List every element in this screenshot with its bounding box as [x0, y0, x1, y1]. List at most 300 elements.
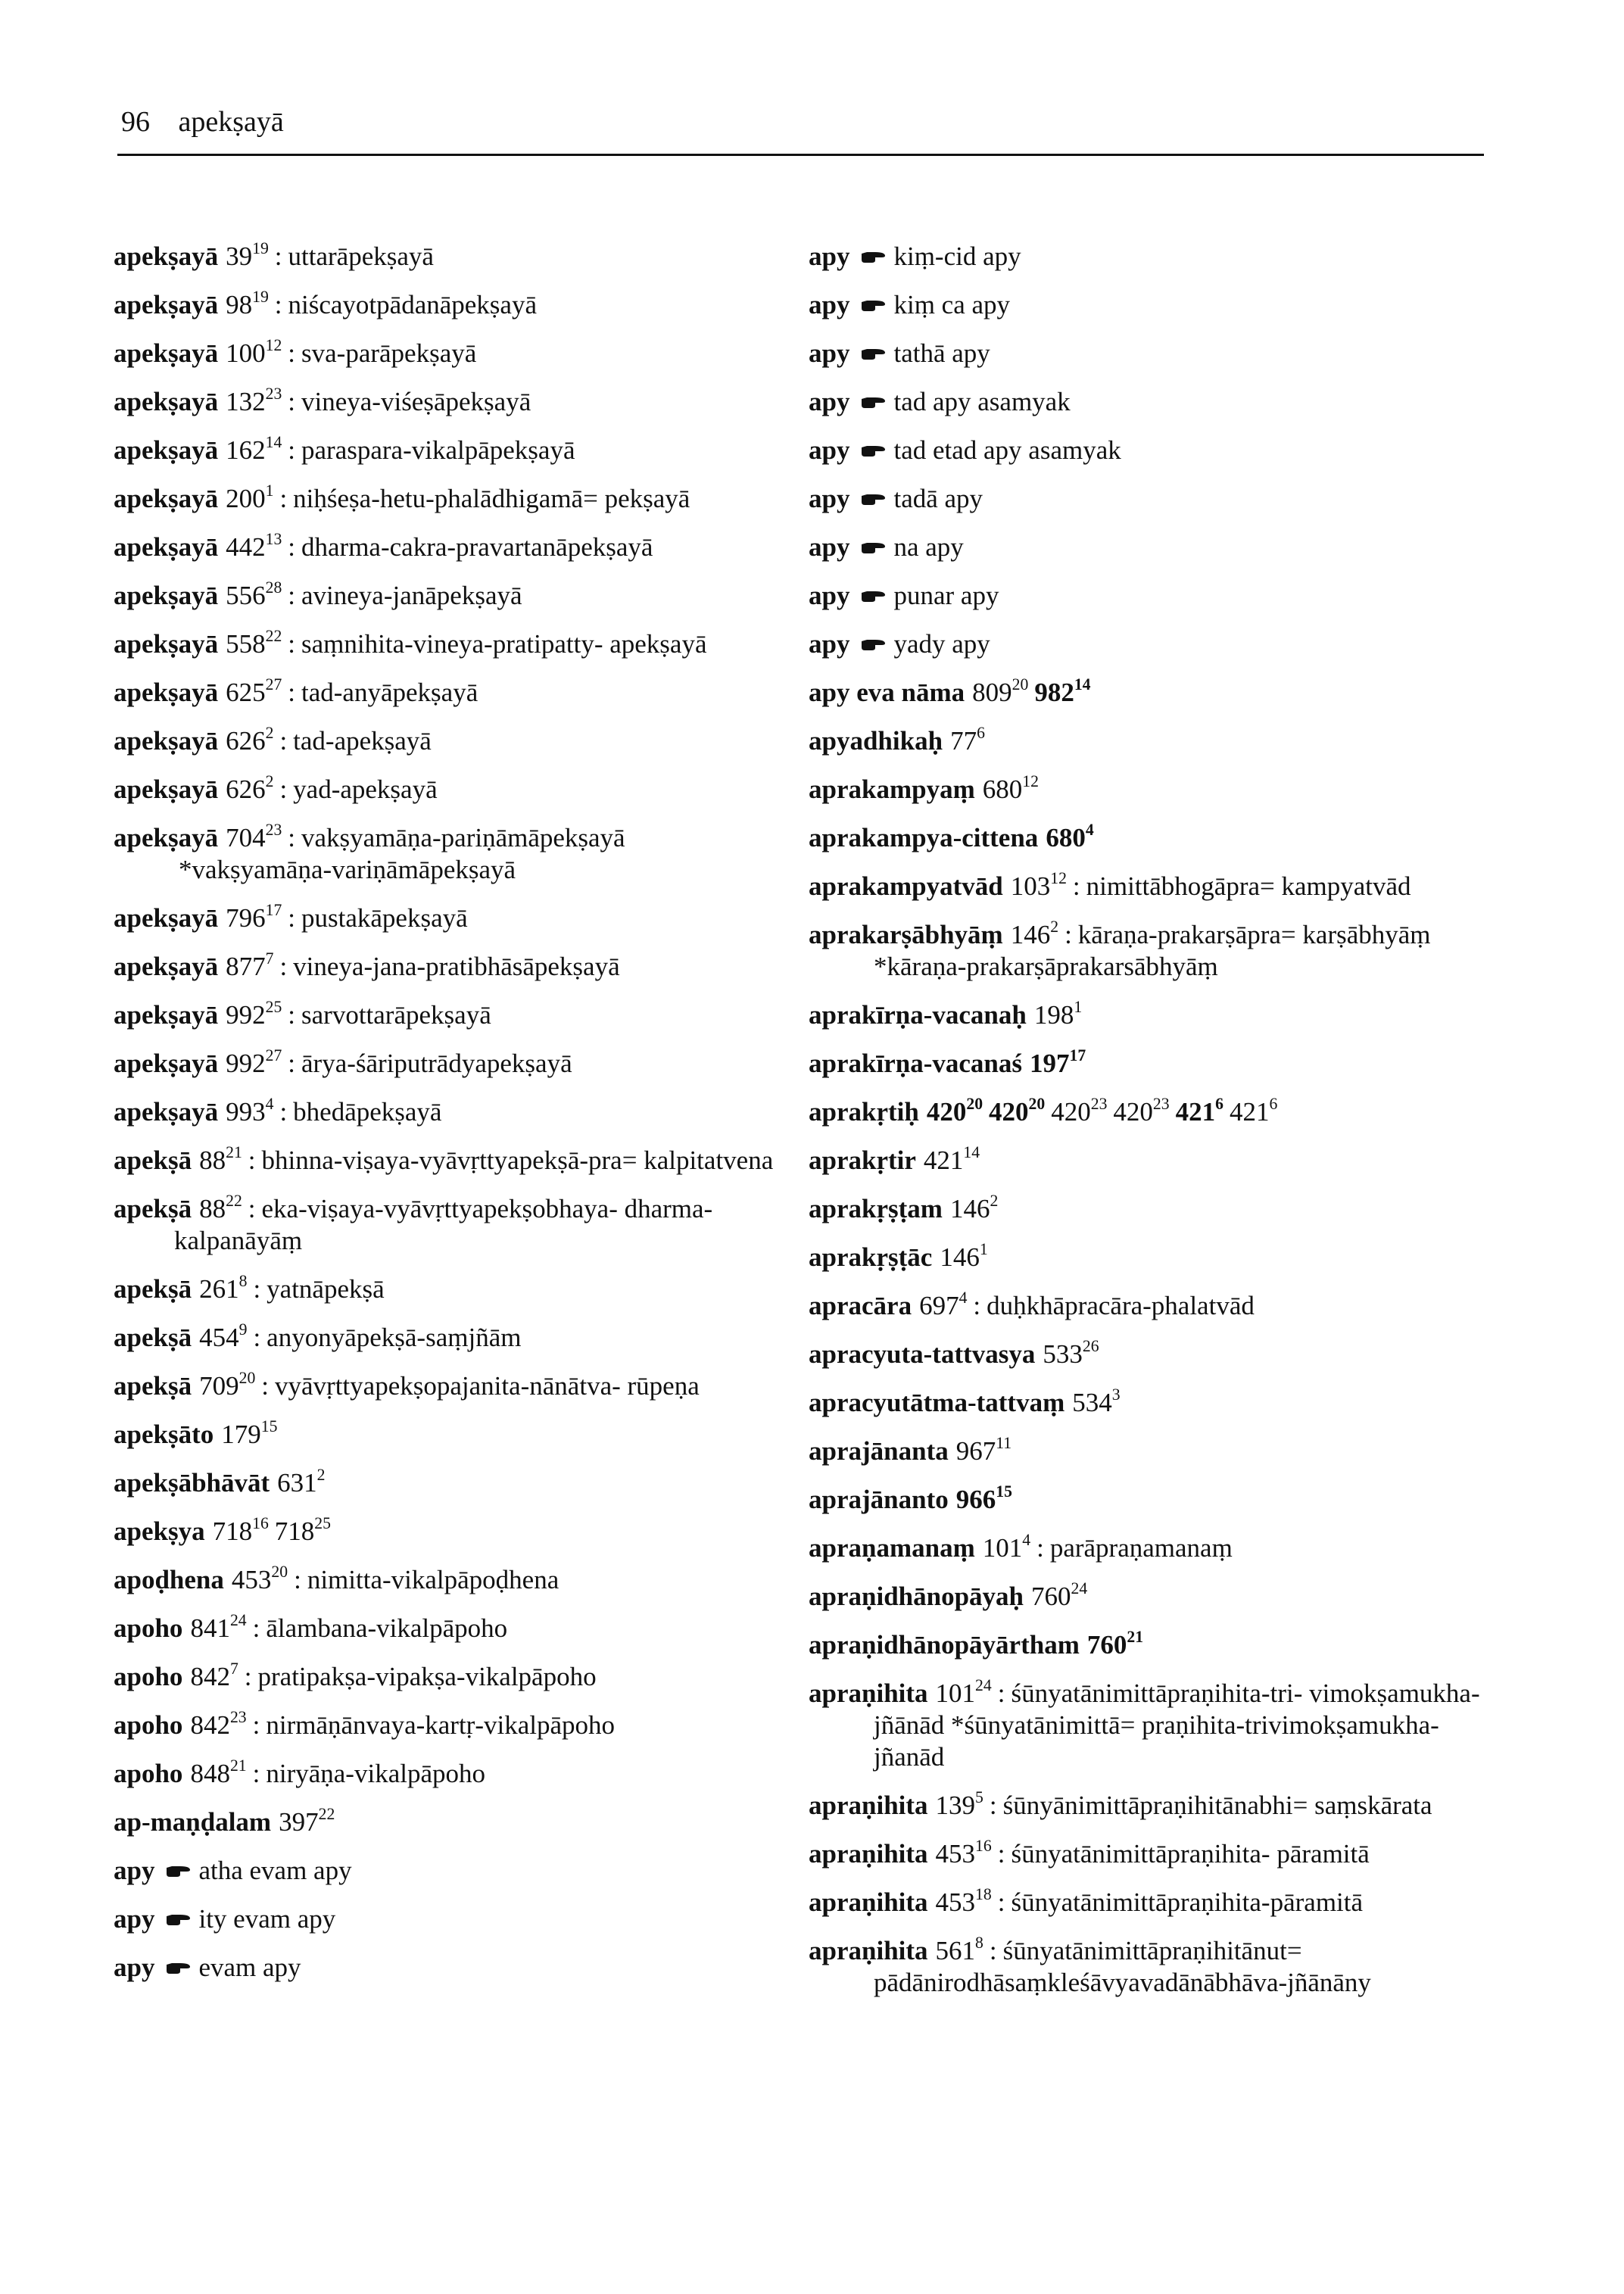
page-reference — [226, 949, 274, 981]
line-number-ref: 20 — [1011, 675, 1029, 694]
line-number-ref: 7 — [265, 949, 274, 968]
colon-separator: : — [1064, 920, 1072, 949]
page-reference — [936, 1678, 992, 1708]
headword: apekṣayā — [114, 726, 219, 756]
page-number-ref: 261 — [199, 1274, 239, 1304]
line-number-ref: 22 — [265, 627, 282, 646]
line-number-ref: 2 — [990, 1192, 999, 1211]
line-number-ref: 20 — [238, 1369, 256, 1388]
entry-context: nimittābhogāpra= kampyatvād — [1086, 871, 1411, 901]
entry-context: yatnāpekṣā — [267, 1274, 385, 1304]
pointing-hand-icon — [165, 1912, 191, 1927]
index-entry — [809, 386, 1490, 418]
page-number-ref: 453 — [935, 1887, 976, 1917]
entry-context: paraspara-vikalpāpekṣayā — [301, 435, 575, 465]
headword: apoḍhena — [114, 1565, 224, 1594]
index-entry — [809, 822, 1490, 854]
index-entry — [114, 338, 780, 369]
page-number-ref: 39 — [226, 242, 253, 271]
page-number-ref: 421 — [1175, 1097, 1216, 1127]
page-number-ref: 760 — [1031, 1582, 1071, 1611]
page-number-ref: 842 — [190, 1710, 230, 1740]
page-number-ref: 101 — [935, 1678, 976, 1708]
index-entry — [114, 1758, 780, 1790]
headword: aprakarṣābhyāṃ — [809, 920, 1003, 949]
headword: apyadhikaḥ — [809, 726, 943, 756]
pointing-hand-icon — [860, 588, 886, 603]
colon-separator: : — [288, 678, 296, 707]
variant-reading: *kāraṇa-prakarṣāprakarsābhyāṃ — [874, 952, 1218, 981]
index-entry — [809, 338, 1490, 369]
entry-context: vyāvṛttyapekṣopajanita-nānātva- rūpeṇa — [275, 1371, 700, 1401]
index-entry — [114, 725, 780, 757]
index-entry — [809, 1790, 1490, 1822]
entry-context: sarvottarāpekṣayā — [301, 1000, 491, 1030]
entry-context: sva-parāpekṣayā — [301, 338, 477, 368]
page-number-ref: 796 — [226, 903, 266, 933]
line-number-ref: 22 — [318, 1805, 335, 1824]
page-reference — [226, 823, 282, 852]
line-number-ref: 6 — [1269, 1095, 1278, 1114]
page-reference — [226, 1046, 282, 1078]
page-number-ref: 197 — [1029, 1049, 1070, 1078]
page-reference — [1043, 1339, 1099, 1369]
line-number-ref: 15 — [260, 1417, 278, 1436]
entry-context: anyonyāpekṣā-saṃjñām — [267, 1323, 522, 1352]
page-reference — [226, 484, 273, 513]
index-entry — [809, 1678, 1490, 1773]
right-column — [809, 241, 1490, 2015]
page-number-ref: 420 — [1051, 1097, 1091, 1127]
pointing-hand-icon — [860, 346, 886, 361]
line-number-ref: 23 — [1090, 1095, 1108, 1114]
page-reference — [927, 1097, 983, 1127]
page-reference — [199, 1194, 242, 1223]
index-entry — [114, 435, 780, 466]
page-number-ref: 626 — [226, 775, 266, 804]
page-number-ref: 200 — [226, 484, 266, 513]
colon-separator: : — [279, 952, 288, 981]
line-number-ref: 25 — [265, 998, 282, 1017]
page-reference — [199, 1371, 255, 1401]
colon-separator: : — [261, 1371, 270, 1401]
entry-context: ārya-śāriputrādyapekṣayā — [301, 1049, 572, 1078]
line-number-ref: 3 — [1111, 1385, 1121, 1404]
page-reference — [226, 387, 282, 416]
page-reference — [950, 726, 985, 756]
headword: apekṣayā — [114, 338, 219, 368]
line-number-ref: 9 — [238, 1320, 248, 1339]
line-number-ref: 8 — [238, 1272, 248, 1291]
headword: apekṣayā — [114, 952, 219, 981]
page-number-ref: 534 — [1072, 1388, 1112, 1417]
headword: apraṇihita — [809, 1839, 928, 1869]
index-entry — [114, 677, 780, 709]
headword: aprakīrṇa-vacanaḥ — [809, 1000, 1027, 1030]
page-reference — [989, 1097, 1045, 1127]
line-number-ref: 6 — [977, 724, 985, 743]
page-reference — [190, 1710, 246, 1740]
index-entry — [809, 1435, 1490, 1467]
page-number-ref: 718 — [212, 1516, 253, 1546]
page-reference — [221, 1417, 278, 1449]
line-number-ref: 24 — [975, 1676, 992, 1695]
index-entry — [809, 435, 1490, 466]
index-entry — [114, 289, 780, 321]
pointing-hand-icon — [860, 637, 886, 652]
entry-context: yad-apekṣayā — [293, 775, 438, 804]
entry-context: uttarāpekṣayā — [288, 242, 434, 271]
page-number-ref: 421 — [923, 1145, 964, 1175]
headword: apekṣā — [114, 1371, 192, 1401]
headword: apekṣayā — [114, 242, 219, 271]
page-number-ref: 139 — [935, 1791, 976, 1820]
entry-context: niryāṇa-vikalpāpoho — [266, 1759, 485, 1788]
index-entry — [114, 531, 780, 563]
headword: apraṇamanaṃ — [809, 1533, 975, 1563]
page-reference — [190, 1662, 238, 1691]
index-entry — [809, 1145, 1490, 1177]
page-number-ref: 982 — [1034, 678, 1074, 707]
index-entry — [114, 1613, 780, 1644]
index-entry — [809, 1532, 1490, 1564]
page-reference — [1051, 1097, 1107, 1127]
colon-separator: : — [288, 532, 296, 562]
colon-separator: : — [279, 775, 288, 804]
index-entry — [114, 1516, 780, 1548]
page-reference — [226, 726, 273, 756]
colon-separator: : — [252, 1710, 260, 1740]
headword: apracyutātma-tattvaṃ — [809, 1388, 1065, 1417]
headword: aprakampya-cittena — [809, 823, 1039, 852]
page-reference — [190, 1613, 246, 1643]
headword: ap-maṇḍalam — [114, 1807, 272, 1837]
page-number-ref: 453 — [231, 1565, 272, 1594]
variant-reading: *śūnyatānimittā= praṇihita-trivimokṣamukha-jñanād — [874, 1710, 1439, 1772]
index-entry — [809, 1242, 1490, 1273]
line-number-ref: 14 — [1074, 675, 1091, 694]
page-number-ref: 992 — [226, 1049, 266, 1078]
index-entry — [809, 531, 1490, 563]
index-entry — [114, 386, 780, 418]
entry-context: nirmāṇānvaya-kartṛ-vikalpāpoho — [266, 1710, 615, 1740]
cross-reference: yady apy — [893, 629, 990, 659]
line-number-ref: 1 — [1074, 998, 1083, 1017]
page-reference — [935, 1788, 983, 1820]
page-reference — [279, 1807, 335, 1837]
colon-separator: : — [279, 1097, 288, 1127]
colon-separator: : — [288, 903, 296, 933]
line-number-ref: 23 — [265, 821, 282, 840]
index-entry — [809, 725, 1490, 757]
index-entry — [114, 1193, 780, 1257]
index-entry — [114, 1370, 780, 1402]
entry-context: tad-anyāpekṣayā — [301, 678, 478, 707]
page-number-ref: 179 — [221, 1420, 261, 1449]
cross-reference: tathā apy — [893, 338, 990, 368]
index-entry — [809, 774, 1490, 806]
page-number-ref: 98 — [226, 290, 253, 319]
headword: apekṣābhāvāt — [114, 1468, 270, 1498]
line-number-ref: 12 — [1022, 772, 1039, 791]
headword: aprakampyatvād — [809, 871, 1003, 901]
page-reference — [950, 1194, 998, 1223]
colon-separator: : — [989, 1791, 997, 1820]
headword: apekṣayā — [114, 581, 219, 610]
line-number-ref: 1 — [979, 1240, 988, 1259]
page-reference — [226, 290, 269, 319]
colon-separator: : — [973, 1291, 981, 1320]
page-number-ref: 556 — [226, 581, 266, 610]
index-entry — [114, 241, 780, 273]
headword: apekṣā — [114, 1274, 192, 1304]
index-entry — [809, 1935, 1490, 1999]
headword: apoho — [114, 1613, 183, 1643]
entry-context: ālambana-vikalpāpoho — [266, 1613, 508, 1643]
index-entry — [114, 1661, 780, 1693]
page-reference — [1176, 1097, 1223, 1127]
line-number-ref: 1 — [265, 482, 274, 500]
headword: apekṣayā — [114, 1097, 219, 1127]
page-number-ref: 103 — [1010, 871, 1051, 901]
line-number-ref: 23 — [229, 1708, 247, 1727]
running-header — [121, 108, 284, 136]
index-entry — [809, 1096, 1490, 1128]
line-number-ref: 4 — [265, 1095, 274, 1114]
index-entry — [114, 902, 780, 934]
page-reference — [226, 435, 282, 465]
page-number-ref: 558 — [226, 629, 266, 659]
index-entry — [114, 580, 780, 612]
line-number-ref: 16 — [252, 1514, 269, 1533]
index-entry — [809, 1290, 1490, 1322]
page-number-ref: 420 — [1113, 1097, 1153, 1127]
page-reference — [226, 532, 282, 562]
page-reference — [226, 629, 282, 659]
pointing-hand-icon — [860, 249, 886, 264]
colon-separator: : — [288, 629, 296, 659]
page-reference — [226, 1097, 273, 1127]
line-number-ref: 17 — [265, 901, 282, 920]
line-number-ref: 24 — [229, 1611, 247, 1630]
page-number-ref: 77 — [950, 726, 977, 756]
cross-reference: na apy — [893, 532, 964, 562]
headword: aprakṛṣṭam — [809, 1194, 943, 1223]
entry-context: śūnyānimittāpraṇihitānabhi= saṃskārata — [1002, 1791, 1432, 1820]
line-number-ref: 2 — [1050, 918, 1059, 937]
headword: apekṣayā — [114, 387, 219, 416]
colon-separator: : — [253, 1274, 261, 1304]
headword: apy — [114, 1904, 155, 1934]
index-entry — [114, 1048, 780, 1080]
line-number-ref: 8 — [975, 1934, 983, 1953]
page-reference — [983, 1533, 1030, 1563]
entry-context: dharma-cakra-pravartanāpekṣayā — [301, 532, 653, 562]
colon-separator: : — [288, 581, 296, 610]
index-entry — [114, 483, 780, 515]
page-reference — [226, 338, 282, 368]
page-reference — [1011, 871, 1067, 901]
page-reference — [213, 1516, 269, 1546]
colon-separator: : — [288, 1000, 296, 1030]
page-number-ref: 442 — [226, 532, 266, 562]
line-number-ref: 14 — [963, 1143, 980, 1162]
entry-context: vineya-viśeṣāpekṣayā — [301, 387, 531, 416]
page-reference — [232, 1565, 288, 1594]
page-reference — [226, 772, 274, 804]
index-entry — [114, 951, 780, 983]
headword: apekṣayā — [114, 678, 219, 707]
headword: apekṣayā — [114, 1000, 219, 1030]
page-number-ref: 848 — [190, 1759, 230, 1788]
page-number-ref: 841 — [190, 1613, 230, 1643]
page-number-ref: 162 — [226, 435, 266, 465]
index-entry — [114, 1806, 780, 1838]
index-entry — [114, 1145, 780, 1177]
headword: aprajānanta — [809, 1436, 949, 1466]
entry-context: nimitta-vikalpāpoḍhena — [307, 1565, 560, 1594]
index-entry — [809, 1339, 1490, 1370]
page-reference — [982, 772, 1039, 804]
cross-reference: ity evam apy — [198, 1904, 336, 1934]
page-number-ref: 453 — [935, 1839, 976, 1869]
page-reference — [226, 1000, 282, 1030]
index-entry — [114, 1322, 780, 1354]
headword: apracyuta-tattvasya — [809, 1339, 1036, 1369]
index-entry — [809, 241, 1490, 273]
page-number-ref: 709 — [199, 1371, 239, 1401]
line-number-ref: 27 — [265, 675, 282, 694]
headword: apy — [809, 532, 850, 562]
line-number-ref: 20 — [966, 1095, 983, 1114]
page-reference — [919, 1291, 967, 1320]
headword: apy — [809, 484, 850, 513]
page-reference — [277, 1468, 325, 1498]
colon-separator: : — [288, 1049, 296, 1078]
headword: apekṣayā — [114, 435, 219, 465]
page-number-ref: 421 — [1229, 1097, 1270, 1127]
headword: apraṇihita — [809, 1887, 928, 1917]
line-number-ref: 22 — [226, 1192, 242, 1211]
line-number-ref: 2 — [265, 724, 274, 743]
line-number-ref: 23 — [1152, 1095, 1170, 1114]
headword: apekṣayā — [114, 1049, 219, 1078]
cross-reference: tad apy asamyak — [893, 387, 1071, 416]
index-entry — [114, 1952, 780, 1984]
line-number-ref: 13 — [265, 530, 282, 549]
page-reference — [1087, 1630, 1143, 1660]
page-number-ref: 631 — [277, 1468, 317, 1498]
entry-context: niścayotpādanāpekṣayā — [288, 290, 537, 319]
colon-separator: : — [252, 1759, 260, 1788]
headword: apraṇihita — [809, 1791, 928, 1820]
page-number-ref: 397 — [279, 1807, 319, 1837]
entry-context: śūnyatānimittāpraṇihita-tri- vimokṣamukha-jñānād — [874, 1678, 1480, 1740]
page-reference — [199, 1274, 247, 1304]
entry-context: śūnyatānimittāpraṇihita-pāramitā — [1011, 1887, 1364, 1917]
line-number-ref: 2 — [265, 772, 274, 791]
page-reference — [1230, 1097, 1277, 1127]
page-number-ref: 88 — [199, 1145, 226, 1175]
line-number-ref: 27 — [265, 1046, 282, 1065]
headword: aprakṛtiḥ — [809, 1097, 919, 1127]
page-number-ref: 625 — [226, 678, 266, 707]
headword: apy — [809, 435, 850, 465]
pointing-hand-icon — [860, 540, 886, 555]
headword: apekṣayā — [114, 290, 219, 319]
colon-separator: : — [288, 387, 296, 416]
cross-reference: atha evam apy — [198, 1856, 352, 1885]
cross-reference: tad etad apy asamyak — [893, 435, 1121, 465]
entry-context: avineya-janāpekṣayā — [301, 581, 522, 610]
page-reference — [940, 1242, 987, 1272]
index-entry — [114, 628, 780, 660]
line-number-ref: 25 — [314, 1514, 331, 1533]
headword: apy — [809, 338, 850, 368]
colon-separator: : — [1072, 871, 1080, 901]
index-entry — [809, 919, 1490, 983]
headword: apekṣayā — [114, 629, 219, 659]
headword: apekṣā — [114, 1323, 192, 1352]
page-reference — [1031, 1579, 1088, 1611]
pointing-hand-icon — [165, 1863, 191, 1878]
headword: apekṣā — [114, 1194, 192, 1223]
page-reference — [955, 1482, 1012, 1514]
page-number-ref: 967 — [955, 1436, 996, 1466]
headword: apoho — [114, 1759, 183, 1788]
headword: apy — [114, 1856, 155, 1885]
headword: aprakṛṣṭāc — [809, 1242, 933, 1272]
colon-separator: : — [244, 1662, 252, 1691]
pointing-hand-icon — [860, 394, 886, 410]
headword: apekṣya — [114, 1516, 205, 1546]
entry-context: kāraṇa-prakarṣāpra= karṣābhyāṃ — [1077, 920, 1431, 949]
line-number-ref: 16 — [975, 1837, 992, 1856]
cross-reference: kiṃ-cid apy — [893, 242, 1021, 271]
pointing-hand-icon — [860, 298, 886, 313]
headword: aprakīrṇa-vacanaś — [809, 1049, 1022, 1078]
line-number-ref: 19 — [252, 239, 269, 258]
cross-reference: kiṃ ca apy — [893, 290, 1011, 319]
page-number-ref: 88 — [199, 1194, 226, 1223]
page-number-ref: 680 — [1046, 823, 1086, 852]
entry-context: niḥśeṣa-hetu-phalādhigamā= pekṣayā — [293, 484, 690, 513]
headword: apraṇidhānopāyārtham — [809, 1630, 1080, 1660]
headword: apekṣayā — [114, 823, 219, 852]
line-number-ref: 20 — [271, 1563, 288, 1582]
cross-reference: evam apy — [198, 1953, 301, 1982]
variant-reading: *vakṣyamāṇa-variṇāmāpekṣayā — [179, 855, 516, 884]
headword: apy — [114, 1953, 155, 1982]
page-reference — [1034, 1000, 1082, 1030]
colon-separator: : — [252, 1613, 260, 1643]
left-column — [114, 241, 780, 2000]
index-entry — [809, 999, 1490, 1031]
colon-separator: : — [294, 1565, 301, 1594]
line-number-ref: 2 — [316, 1466, 326, 1485]
pointing-hand-icon — [860, 491, 886, 506]
headword: apraṇihita — [809, 1678, 928, 1708]
page-reference — [936, 1887, 992, 1917]
headword: aprakṛtir — [809, 1145, 916, 1175]
page-reference — [199, 1320, 248, 1352]
index-entry — [114, 1467, 780, 1499]
index-entry — [114, 1273, 780, 1305]
index-entry — [114, 1903, 780, 1935]
index-entry — [809, 289, 1490, 321]
pointing-hand-icon — [165, 1960, 191, 1975]
page-reference — [1113, 1097, 1169, 1127]
